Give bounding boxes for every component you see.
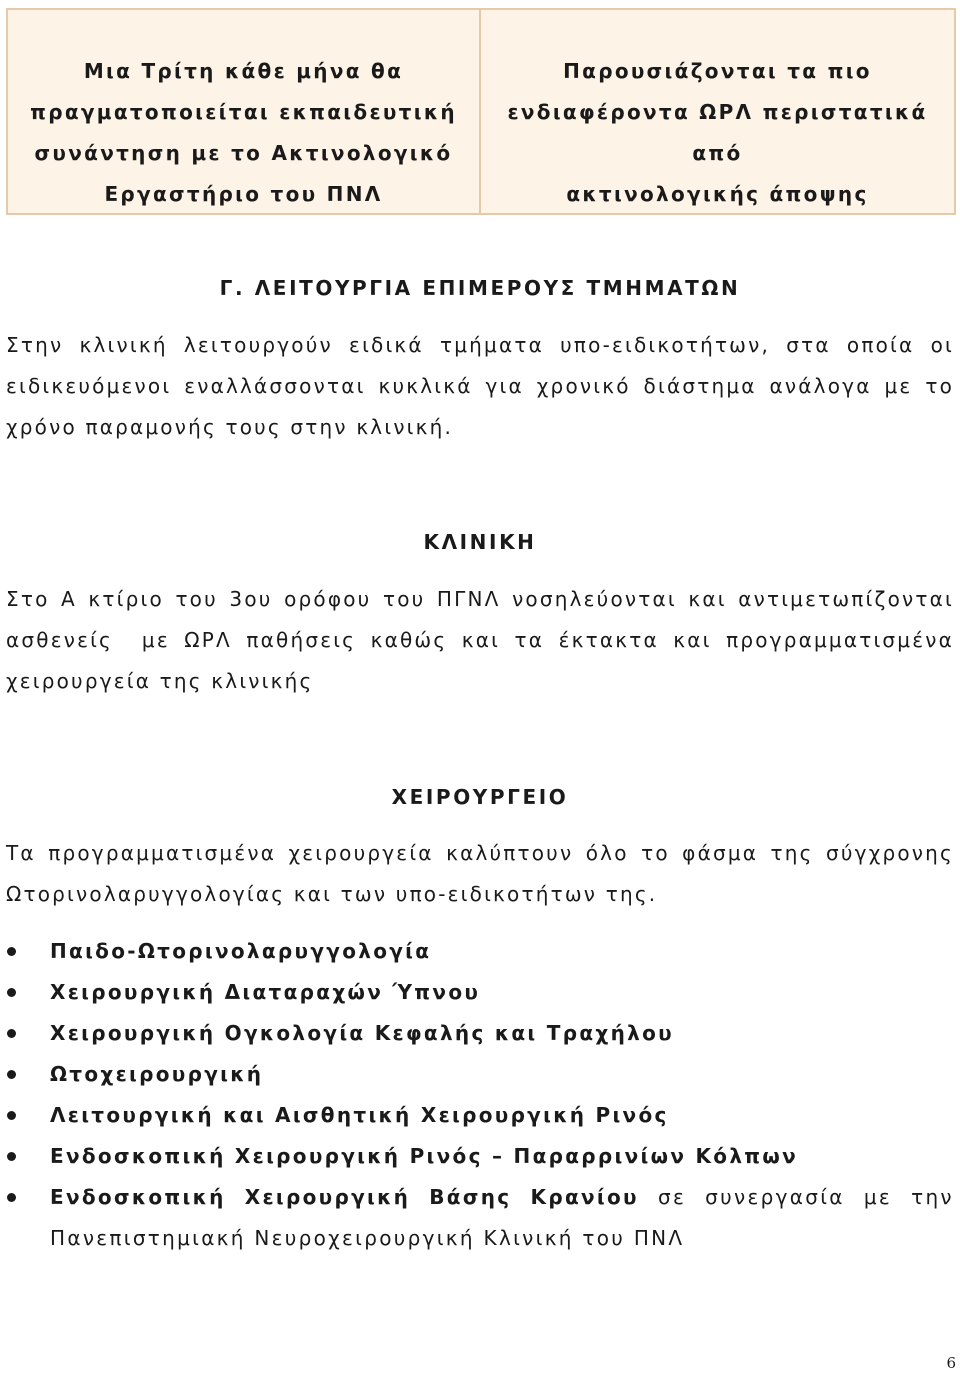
paragraph-clinic [6, 579, 954, 702]
info-text-left: Μια Τρίτη κάθε μήνα θα πραγματοποιείται εκπαιδευτική συνάντηση με το Ακτινολογικό Εργαστήριο του ΠΝΛ [30, 59, 457, 206]
list-item-label: Χειρουργική Ογκολογία Κεφαλής και Τραχήλου [50, 1021, 674, 1045]
paragraph-line: ειδικευόμενοι εναλλάσσονται κυκλικά για χρονικό διάστημα ανάλογα με το [6, 374, 954, 398]
bullet-icon [7, 1193, 16, 1202]
paragraph-line: χρόνο παραμονής τους στην κλινική. [6, 415, 454, 439]
list-item-word: Βάσης [429, 1185, 512, 1209]
list-item-word: Χειρουργική [244, 1185, 411, 1209]
list-item-label [50, 1177, 954, 1218]
bullet-icon [7, 1029, 16, 1038]
list-item-word: Ενδοσκοπική [50, 1185, 226, 1209]
list-item-word: με [863, 1185, 892, 1209]
list-item [0, 1054, 960, 1095]
section-heading-departments: Γ. ΛΕΙΤΟΥΡΓΙΑ ΕΠΙΜΕΡΟΥΣ ΤΜΗΜΑΤΩΝ [219, 276, 741, 300]
list-item-label: Ενδοσκοπική Χειρουργική Ρινός – Παραρρινίων Κόλπων [50, 1144, 799, 1168]
list-item [0, 931, 960, 972]
paragraph-line: Στο Α κτίριο του 3ου ορόφου του ΠΓΝΛ νοσηλεύονται και αντιμετωπίζονται [6, 587, 954, 611]
list-item-continuation: Πανεπιστημιακή Νευροχειρουργική Κλινική του ΠΝΛ [50, 1226, 685, 1250]
list-item-word: Κρανίου [530, 1185, 639, 1209]
info-cell-right [481, 10, 954, 213]
paragraph-operating-room [6, 833, 954, 915]
list-item [0, 972, 960, 1013]
section-heading-clinic: ΚΛΙΝΙΚΗ [423, 530, 537, 554]
list-item-word: σε [657, 1185, 687, 1209]
info-text-right: Παρουσιάζονται τα πιο ενδιαφέροντα ΩΡΛ περιστατικά από ακτινολογικής άποψης [507, 59, 928, 206]
paragraph-line: χειρουργεία της κλινικής [6, 669, 314, 693]
bullet-icon [7, 1070, 16, 1079]
bullet-icon [7, 1111, 16, 1120]
info-cell-left [8, 10, 481, 213]
list-item-label: Χειρουργική Διαταραχών Ύπνου [50, 980, 481, 1004]
list-item-word: συνεργασία [705, 1185, 845, 1209]
list-item-label: Ωτοχειρουργική [50, 1062, 264, 1086]
list-item [0, 1136, 960, 1177]
paragraph-line: Ωτορινολαρυγγολογίας και των υπο-ειδικοτήτων της. [6, 882, 658, 906]
page-number: 6 [946, 1354, 956, 1372]
paragraph-line: ασθενείς με ΩΡΛ παθήσεις καθώς και τα έκτακτα και προγραμματισμένα [6, 628, 954, 652]
list-item [0, 1177, 960, 1259]
subspecialty-list [0, 931, 960, 1259]
section-heading-operating-room: ΧΕΙΡΟΥΡΓΕΙΟ [391, 785, 569, 809]
paragraph-line: Τα προγραμματισμένα χειρουργεία καλύπτουν όλο το φάσμα της σύγχρονης [6, 841, 954, 865]
bullet-icon [7, 988, 16, 997]
bullet-icon [7, 947, 16, 956]
bullet-icon [7, 1152, 16, 1161]
list-item-label: Λειτουργική και Αισθητική Χειρουργική Ρινός [50, 1103, 669, 1127]
paragraph-line: Στην κλινική λειτουργούν ειδικά τμήματα υπο-ειδικοτήτων, στα οποία οι [6, 333, 954, 357]
info-box [6, 8, 956, 215]
paragraph-departments [6, 325, 954, 448]
list-item [0, 1013, 960, 1054]
list-item [0, 1095, 960, 1136]
list-item-word: την [911, 1185, 954, 1209]
list-item-label: Παιδο-Ωτορινολαρυγγολογία [50, 939, 432, 963]
